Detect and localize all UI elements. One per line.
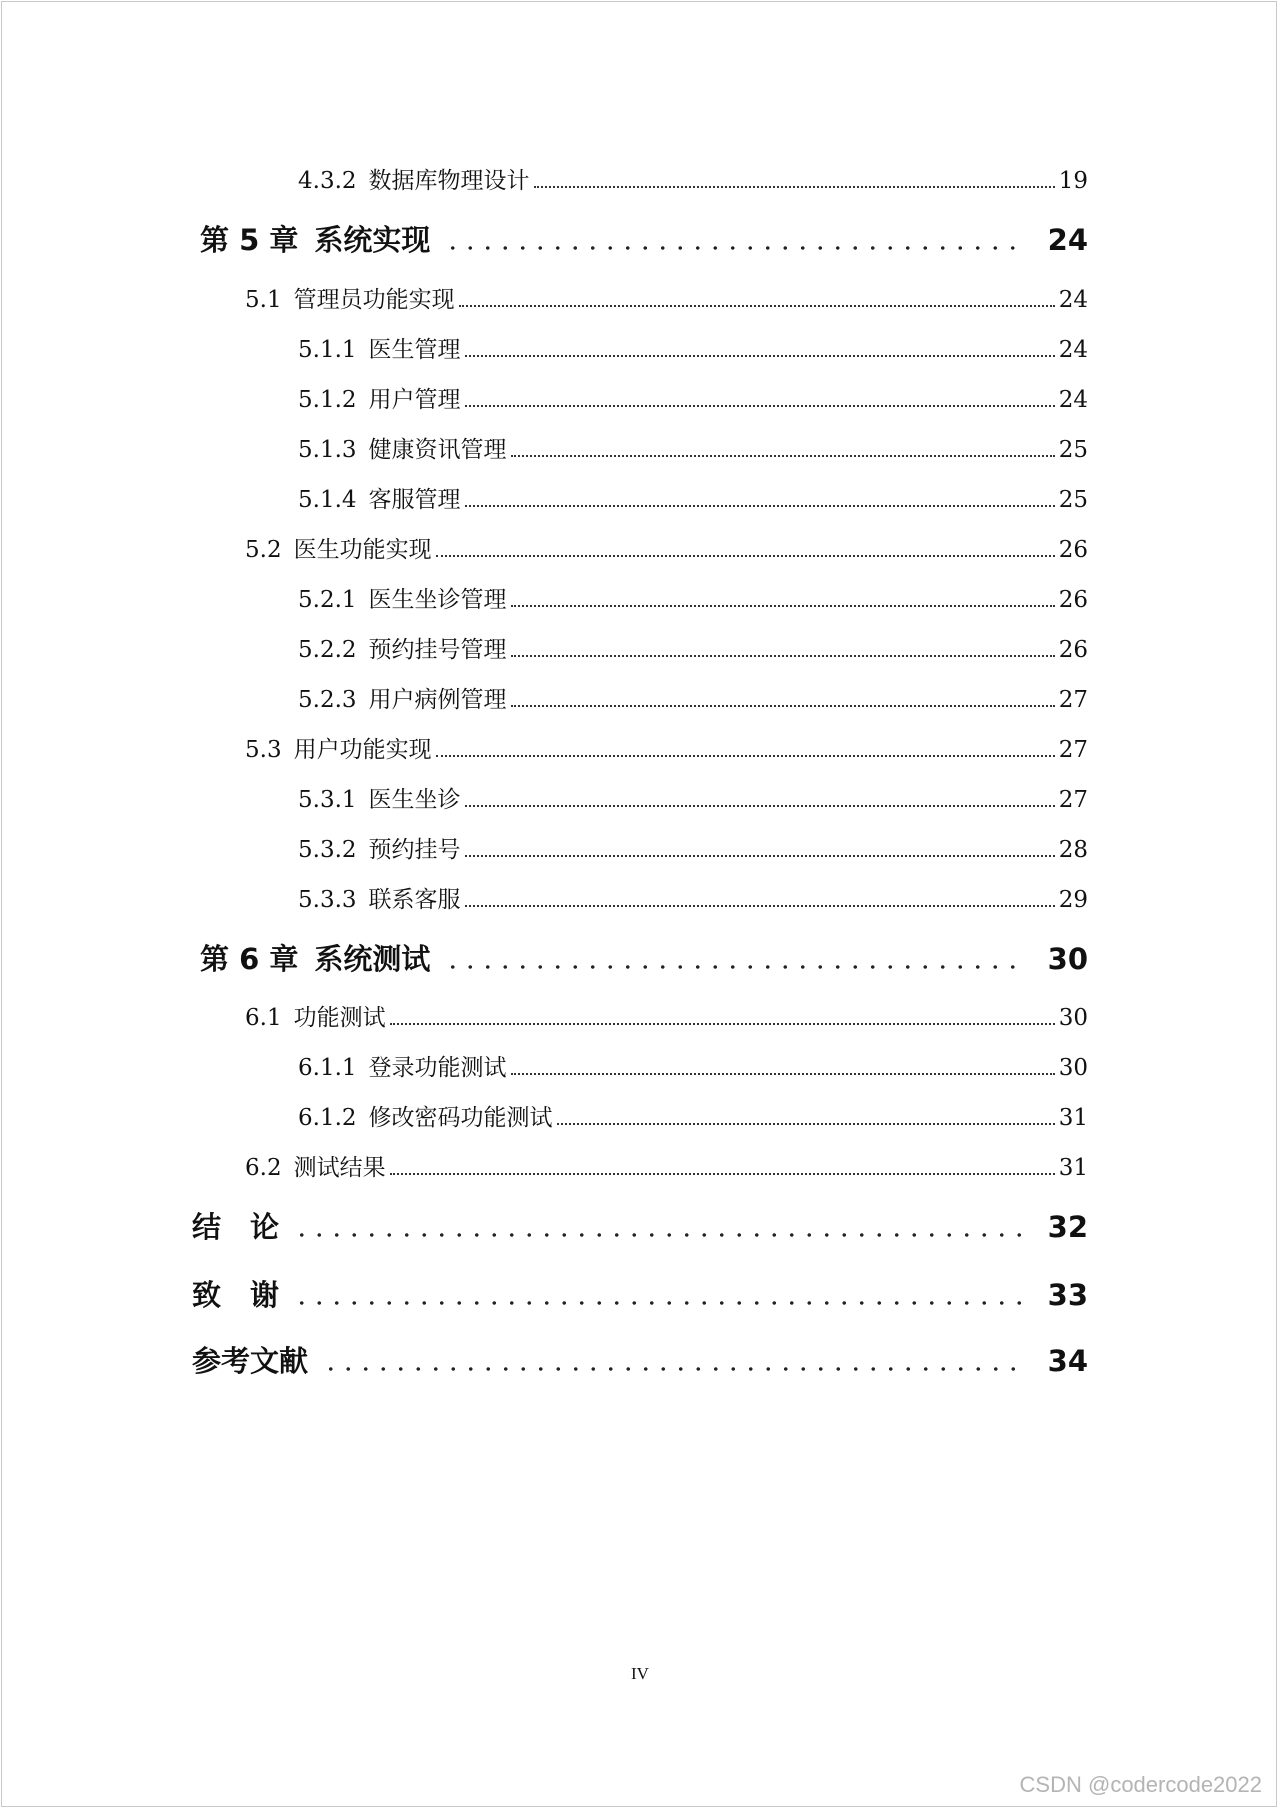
toc-entry-page: 25: [1058, 487, 1088, 513]
toc-entry-page: 24: [1058, 387, 1088, 413]
toc-entry-title: 联系客服: [368, 887, 461, 913]
toc-dot-leader: [511, 604, 1055, 607]
toc-entry-title: 致 谢: [192, 1278, 280, 1312]
toc-dot-leader: [436, 554, 1055, 557]
toc-entry[interactable]: [192, 831, 1088, 864]
toc-entry-page: 32: [1047, 1210, 1088, 1244]
toc-entry-title: 预约挂号: [368, 837, 461, 863]
toc-entry-number: 5.3.3: [298, 887, 357, 913]
toc-dot-leader: [465, 354, 1055, 357]
toc-entry-title: 医生管理: [368, 337, 461, 363]
toc-entry-page: 24: [1058, 337, 1088, 363]
toc-entry-number: 5.2.3: [298, 687, 357, 713]
toc-entry-page: 26: [1058, 587, 1088, 613]
toc-entry-title: 结 论: [192, 1210, 280, 1244]
toc-entry-page: 24: [1058, 287, 1088, 313]
toc-entry-page: 30: [1047, 942, 1088, 976]
toc-entry-title: 预约挂号管理: [368, 637, 507, 663]
toc-entry-title: 用户功能实现: [293, 737, 432, 763]
toc-entry-page: 26: [1058, 537, 1088, 563]
toc-dot-leader: [293, 1301, 1028, 1305]
toc-entry-page: 27: [1058, 687, 1088, 713]
toc-entry[interactable]: [192, 999, 1088, 1032]
toc-entry[interactable]: [192, 781, 1088, 814]
toc-dot-leader: [444, 246, 1027, 250]
toc-entry[interactable]: [192, 331, 1088, 364]
toc-entry-page: 34: [1047, 1344, 1088, 1378]
toc-entry-page: 25: [1058, 437, 1088, 463]
toc-dot-leader: [459, 304, 1055, 307]
toc-entry-title: 医生坐诊管理: [368, 587, 507, 613]
toc-entry-title: 用户病例管理: [368, 687, 507, 713]
toc-entry-title: 医生功能实现: [293, 537, 432, 563]
toc-entry-title: 修改密码功能测试: [368, 1105, 553, 1131]
toc-entry[interactable]: [192, 1149, 1088, 1182]
toc-entry-title: 数据库物理设计: [368, 168, 530, 194]
toc-entry[interactable]: [192, 162, 1088, 195]
toc-entry-page: 30: [1058, 1055, 1088, 1081]
toc-entry-page: 27: [1058, 737, 1088, 763]
toc-entry-title: 系统测试: [314, 942, 431, 976]
toc-entry[interactable]: [192, 381, 1088, 414]
toc-entry-number: 5.1.3: [298, 437, 357, 463]
toc-entry-title: 参考文献: [192, 1344, 309, 1378]
toc-entry-page: 29: [1058, 887, 1088, 913]
toc-entry-page: 31: [1058, 1155, 1088, 1181]
toc-dot-leader: [465, 504, 1055, 507]
toc-dot-leader: [511, 454, 1055, 457]
page-number: IV: [631, 1664, 649, 1683]
toc-entry-page: 27: [1058, 787, 1088, 813]
toc-entry-number: 5.3.1: [298, 787, 357, 813]
toc-chapter-entry[interactable]: [192, 1339, 1088, 1380]
toc-entry-number: 第 5 章: [200, 223, 299, 257]
toc-entry-number: 5.3.2: [298, 837, 357, 863]
toc-entry-number: 6.1.2: [298, 1105, 357, 1131]
toc-dot-leader: [444, 965, 1027, 969]
toc-entry-number: 5.1.2: [298, 387, 357, 413]
toc-dot-leader: [534, 185, 1055, 188]
toc-dot-leader: [465, 904, 1055, 907]
toc-entry-number: 6.1.1: [298, 1055, 357, 1081]
toc-entry-title: 管理员功能实现: [293, 287, 455, 313]
toc-dot-leader: [465, 854, 1055, 857]
toc-entry-title: 健康资讯管理: [368, 437, 507, 463]
toc-entry[interactable]: [192, 481, 1088, 514]
toc-entry-title: 测试结果: [293, 1155, 386, 1181]
toc-dot-leader: [557, 1122, 1055, 1125]
toc-entry-page: 33: [1047, 1278, 1088, 1312]
toc-entry-number: 6.2: [245, 1155, 282, 1181]
toc-entry-number: 5.1: [245, 287, 282, 313]
toc-entry[interactable]: [192, 681, 1088, 714]
toc-entry-page: 19: [1058, 168, 1088, 194]
toc-entry-page: 30: [1058, 1005, 1088, 1031]
toc-entry-title: 医生坐诊: [368, 787, 461, 813]
toc-entry-page: 28: [1058, 837, 1088, 863]
toc-entry-page: 26: [1058, 637, 1088, 663]
toc-entry-number: 5.3: [245, 737, 282, 763]
toc-entry[interactable]: [192, 881, 1088, 914]
watermark: CSDN @codercode2022: [1019, 1772, 1262, 1797]
toc-entry-title: 用户管理: [368, 387, 461, 413]
toc-chapter-entry[interactable]: [192, 1205, 1088, 1246]
toc-chapter-entry[interactable]: [192, 218, 1088, 259]
toc-entry-page: 24: [1047, 223, 1088, 257]
toc-entry[interactable]: [192, 431, 1088, 464]
toc-dot-leader: [511, 1072, 1055, 1075]
toc-entry-number: 5.2.1: [298, 587, 357, 613]
toc-entry[interactable]: [192, 281, 1088, 314]
toc-entry-number: 5.1.1: [298, 337, 357, 363]
toc-chapter-entry[interactable]: [192, 1273, 1088, 1314]
toc-entry[interactable]: [192, 1099, 1088, 1132]
toc-entry[interactable]: [192, 631, 1088, 664]
toc-entry-title: 客服管理: [368, 487, 461, 513]
toc-entry-number: 5.1.4: [298, 487, 357, 513]
toc-dot-leader: [511, 704, 1055, 707]
toc-entry-title: 登录功能测试: [368, 1055, 507, 1081]
toc-entry-number: 6.1: [245, 1005, 282, 1031]
toc-entry[interactable]: [192, 731, 1088, 764]
toc-dot-leader: [511, 654, 1055, 657]
toc-entry-number: 4.3.2: [298, 168, 357, 194]
toc-entry-number: 5.2.2: [298, 637, 357, 663]
toc-dot-leader: [390, 1022, 1055, 1025]
toc-dot-leader: [465, 804, 1055, 807]
toc-dot-leader: [293, 1233, 1028, 1237]
toc-dot-leader: [390, 1172, 1055, 1175]
toc-dot-leader: [465, 404, 1055, 407]
toc-dot-leader: [436, 754, 1055, 757]
toc-entry-title: 系统实现: [314, 223, 431, 257]
toc-entry-title: 功能测试: [293, 1005, 386, 1031]
toc-entry-page: 31: [1058, 1105, 1088, 1131]
toc-entry-number: 5.2: [245, 537, 282, 563]
toc-entry[interactable]: [192, 1049, 1088, 1082]
toc-chapter-entry[interactable]: [192, 937, 1088, 978]
toc-entry[interactable]: [192, 531, 1088, 564]
toc-entry-number: 第 6 章: [200, 942, 299, 976]
toc-entry[interactable]: [192, 581, 1088, 614]
toc-dot-leader: [322, 1367, 1028, 1371]
